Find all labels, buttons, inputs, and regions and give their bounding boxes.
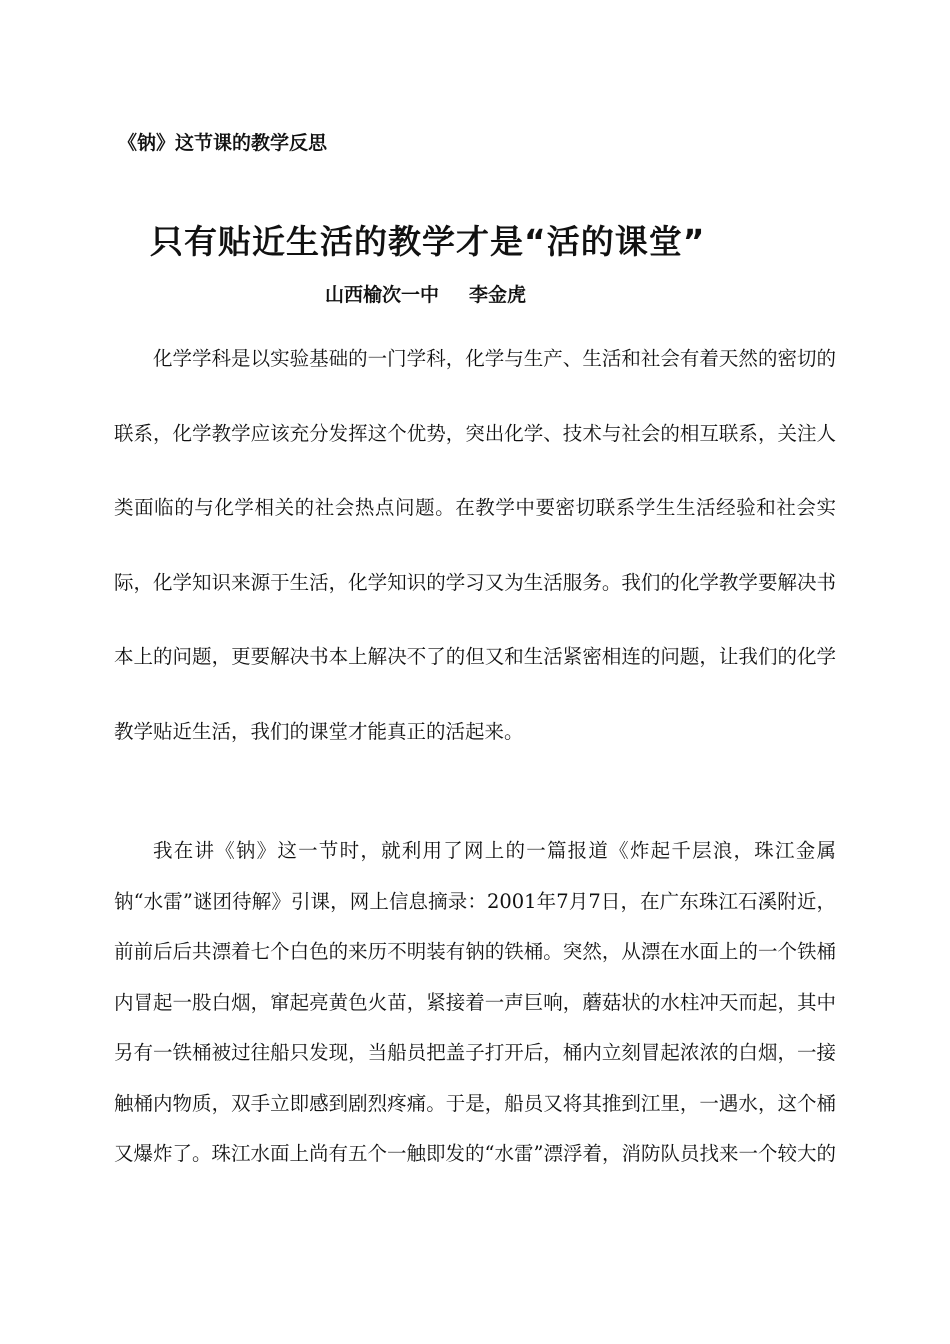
article-title: 只有贴近生活的教学才是“活的课堂” — [150, 222, 706, 261]
body-paragraph-2: 我在讲《钠》这一节时，就利用了网上的一篇报道《炸起千层浪，珠江金属钠“水雷”谜团待解》引课，网上信息摘录：2001年7月7日，在广东珠江石溪附近，前前后后共漂着七个白色的来历不明装有钠的铁桶。突然，从漂在水面上的一个铁桶内冒起一股白烟，窜起亮黄色火苗，紧接着一声巨响，蘑菇状的水柱冲天而起，其中另有一铁桶被过往船只发现，当船员把盖子打开后，桶内立刻冒起浓浓的白烟，一接触桶内物质，双手立即感到剧烈疼痛。于是，船员又将其推到江里，一遇水，这个桶又爆炸了。珠江水面上尚有五个一触即发的“水雷”漂浮着，消防队员找来一个较大的 — [114, 839, 836, 1165]
body-paragraph-1: 化学学科是以实验基础的一门学科，化学与生产、生活和社会有着天然的密切的联系，化学教学应该充分发挥这个优势，突出化学、技术与社会的相互联系，关注人类面临的与化学相关的社会热点问题。在教学中要密切联系学生生活经验和社会实际，化学知识来源于生活，化学知识的学习又为生活服务。我们的化学教学要解决书本上的问题，更要解决书本上解决不了的但又和生活紧密相连的问题，让我们的化学教学贴近生活，我们的课堂才能真正的活起来。 — [114, 347, 836, 743]
document-header-title: 《钠》这节课的教学反思 — [118, 132, 328, 154]
author-byline — [325, 280, 526, 307]
author-school: 山西榆次一中 — [325, 284, 440, 306]
author-name: 李金虎 — [469, 284, 527, 306]
